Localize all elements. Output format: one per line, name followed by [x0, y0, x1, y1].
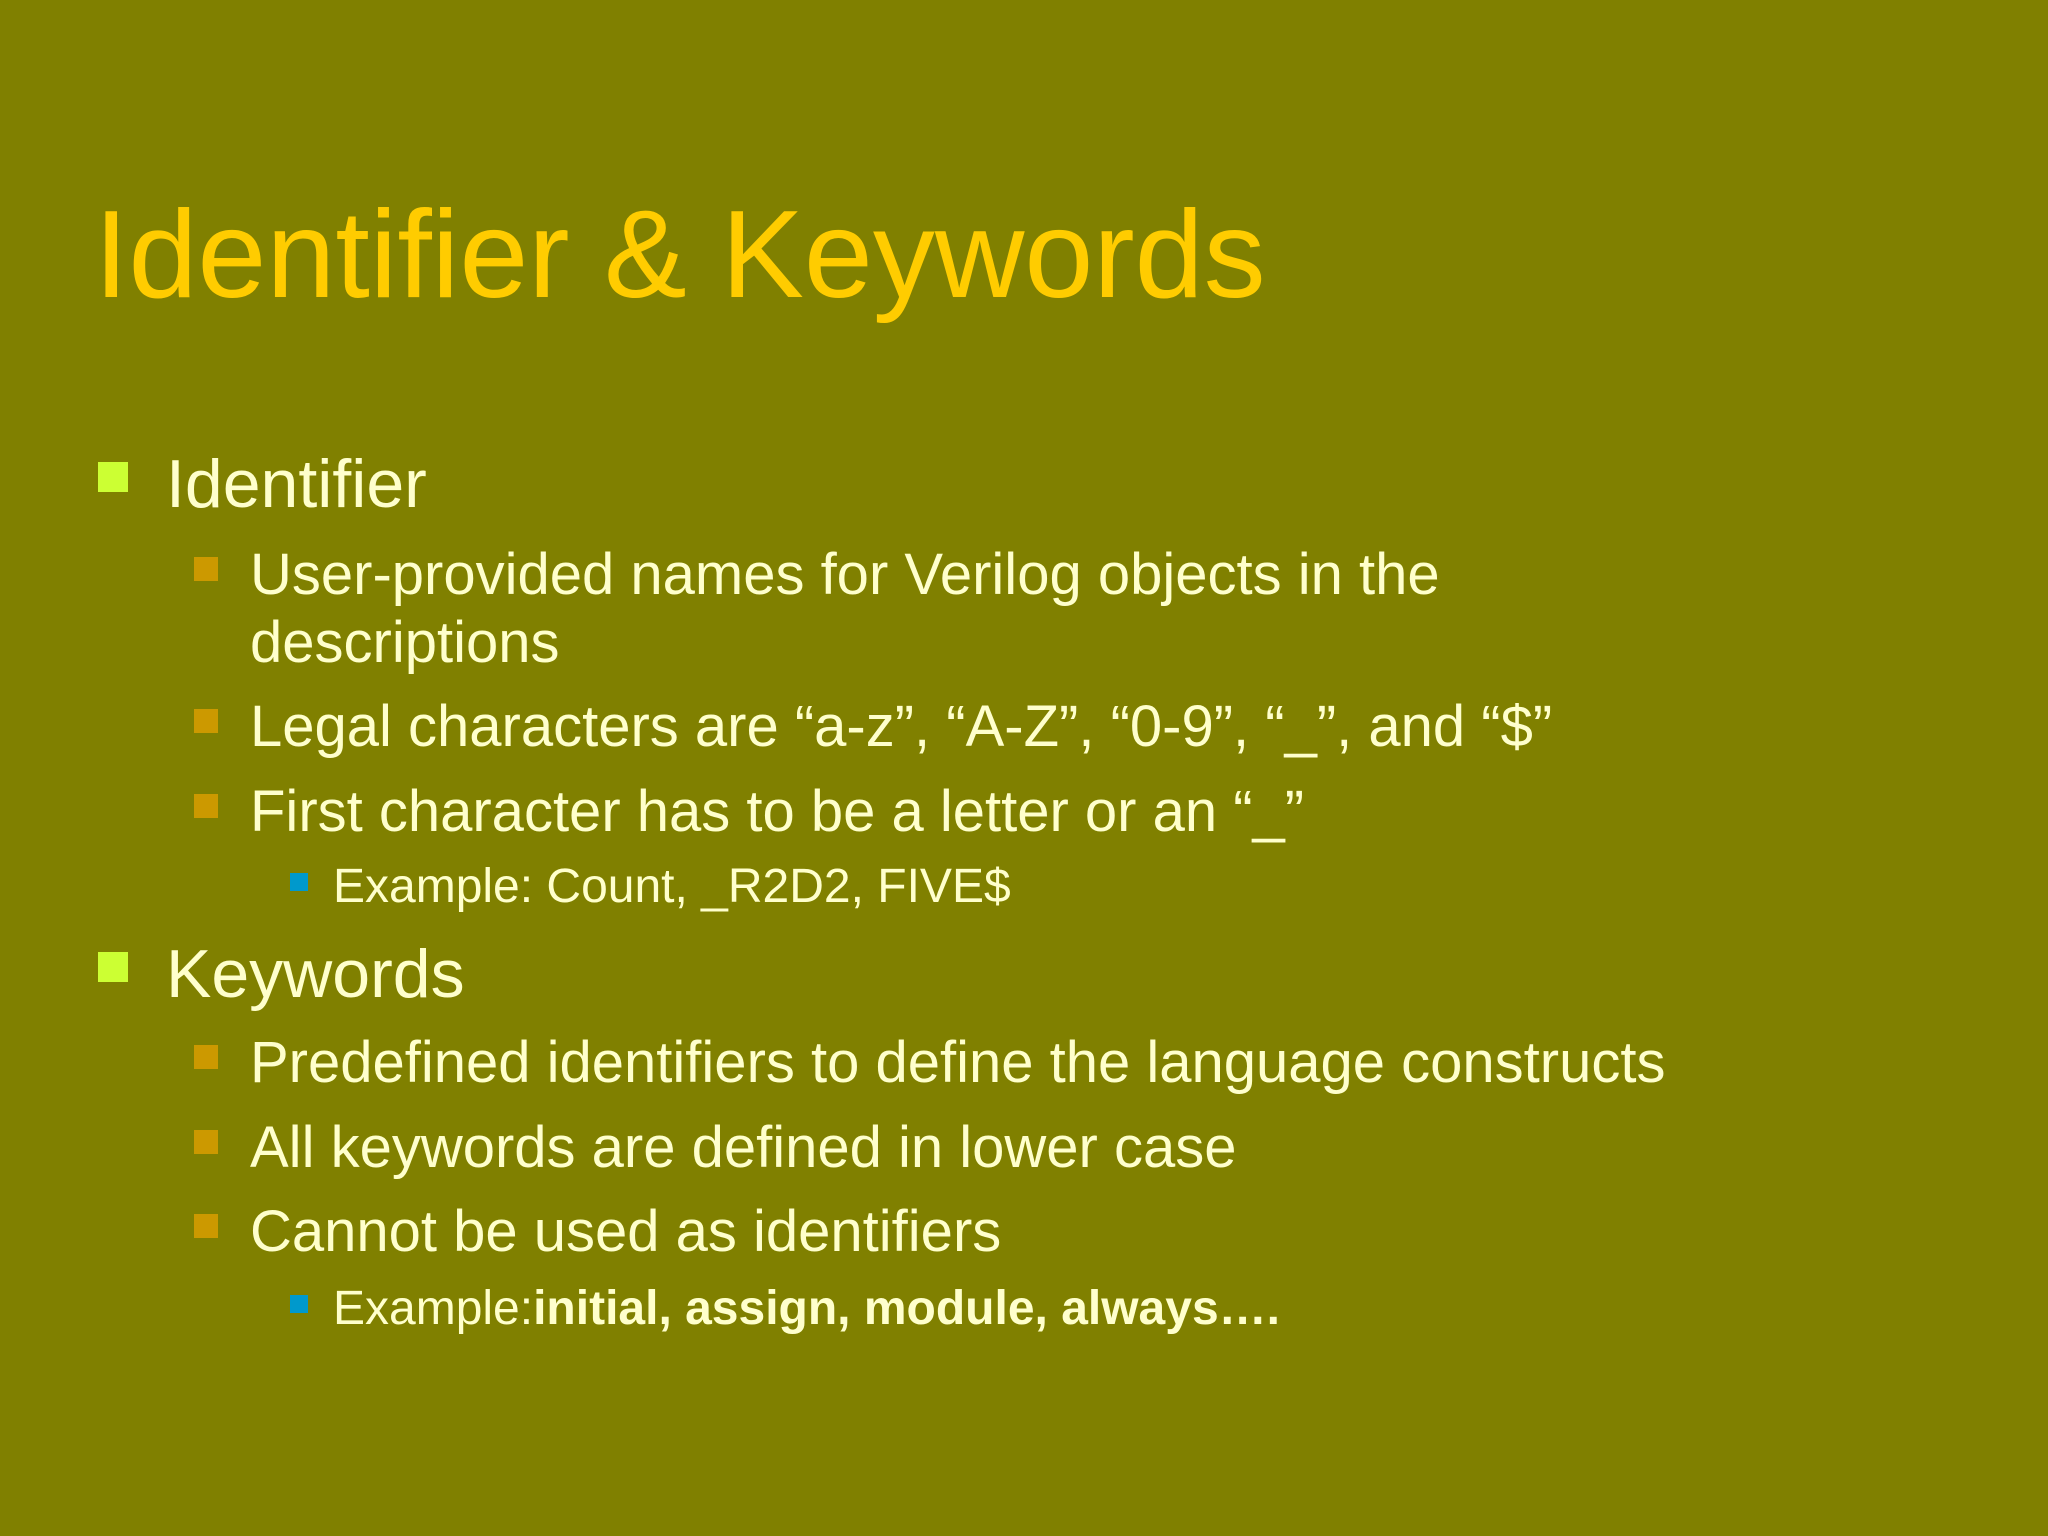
slide-title: Identifier & Keywords: [94, 186, 1266, 324]
square-bullet-icon: [194, 1130, 218, 1154]
identifier-point-text: User-provided names for Verilog objects in the: [250, 542, 1440, 607]
square-bullet-icon: [194, 1214, 218, 1238]
keywords-example: [333, 1280, 1280, 1338]
keywords-example-values: initial, assign, module, always….: [533, 1282, 1280, 1335]
keywords-point-text: All keywords are defined in lower case: [250, 1115, 1237, 1180]
keywords-point-text: Cannot be used as identifiers: [250, 1199, 1002, 1264]
identifier-example: Example: Count, _R2D2, FIVE$: [333, 860, 1011, 913]
square-bullet-icon: [194, 709, 218, 733]
square-bullet-icon: [194, 794, 218, 818]
square-bullet-icon: [290, 1295, 308, 1313]
square-bullet-icon: [194, 557, 218, 581]
identifier-heading: Identifier: [166, 446, 427, 522]
identifier-point-text: Legal characters are “a-z”, “A-Z”, “0-9”, “_”, and “$”: [250, 694, 1553, 759]
square-bullet-icon: [194, 1045, 218, 1069]
identifier-point-text: First character has to be a letter or an “_”: [250, 779, 1305, 844]
keywords-point-text: Predefined identifiers to define the language constructs: [250, 1030, 1666, 1095]
identifier-point-text: descriptions: [250, 610, 560, 675]
square-bullet-icon: [290, 873, 308, 891]
keywords-example-label: Example:: [333, 1282, 534, 1335]
keywords-heading: Keywords: [166, 936, 465, 1012]
square-bullet-icon: [98, 952, 128, 982]
square-bullet-icon: [98, 462, 128, 492]
